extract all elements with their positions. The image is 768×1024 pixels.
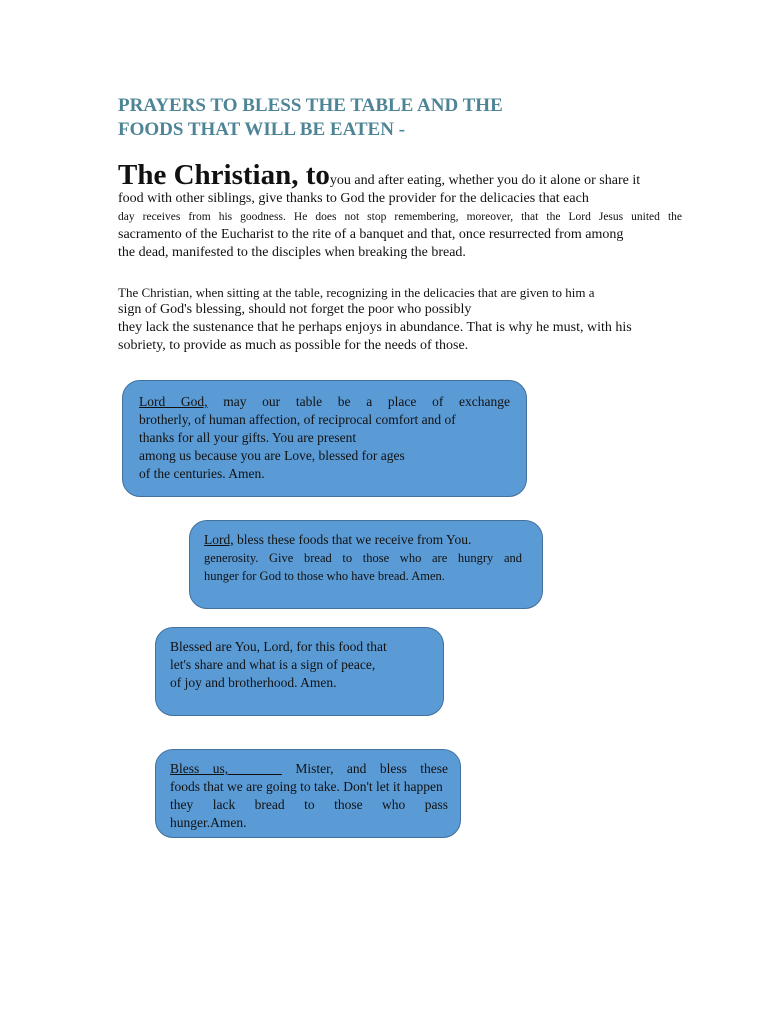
prayer-1-underlined: Lord God, xyxy=(139,394,208,409)
prayer-1-line-2: brotherly, of human affection, of reciprocal comfort and of xyxy=(139,412,456,427)
title-line-2: FOODS THAT WILL BE EATEN - xyxy=(118,119,406,140)
page-title xyxy=(118,94,503,142)
prayer-2-line-1 xyxy=(204,531,522,549)
second-line-4: sobriety, to provide as much as possible for the needs of those. xyxy=(118,338,469,353)
prayer-2-line-2: generosity. Give bread to those who are hungry and xyxy=(204,551,522,565)
prayer-1-line-5: of the centuries. Amen. xyxy=(139,466,265,481)
prayer-3-line-1: Blessed are You, Lord, for this food that xyxy=(170,639,387,654)
prayer-2-underlined: Lord, xyxy=(204,532,234,547)
prayer-4-line-3: they lack bread to those who pass xyxy=(170,797,448,812)
intro-paragraph xyxy=(118,160,682,262)
intro-line-5: the dead, manifested to the disciples when breaking the bread. xyxy=(118,245,466,260)
prayer-box-4 xyxy=(155,749,461,838)
second-paragraph xyxy=(118,284,682,355)
intro-line-4: sacramento of the Eucharist to the rite of a banquet and that, once resurrected from among xyxy=(118,227,624,242)
prayer-3-line-2: let's share and what is a sign of peace, xyxy=(170,657,376,672)
prayer-box-3 xyxy=(155,627,444,716)
prayer-4-line-2: foods that we are going to take. Don't let it happen xyxy=(170,779,443,794)
prayer-3-line-3: of joy and brotherhood. Amen. xyxy=(170,675,337,690)
intro-line-1 xyxy=(118,160,682,190)
intro-line-3: day receives from his goodness. He does not stop remembering, moreover, that the Lord Jesus united the xyxy=(118,211,682,223)
prayer-box-2 xyxy=(189,520,543,609)
intro-line-1-rest: you and after eating, whether you do it alone or share it xyxy=(329,173,641,188)
intro-lead: The Christian, to xyxy=(118,159,330,191)
prayer-1-line-3: thanks for all your gifts. You are present xyxy=(139,430,357,445)
prayer-2-line-1-rest: bless these foods that we receive from You. xyxy=(233,532,472,547)
second-line-1: The Christian, when sitting at the table, recognizing in the delicacies that are given to him a xyxy=(118,285,595,300)
second-line-3: they lack the sustenance that he perhaps enjoys in abundance. That is why he must, with his xyxy=(118,320,632,335)
prayer-1-line-1-rest: may our table be a place of exchange xyxy=(207,394,510,409)
prayer-1-line-4: among us because you are Love, blessed for ages xyxy=(139,448,405,463)
prayer-4-line-1-rest: Mister, and bless these xyxy=(295,761,449,776)
prayer-box-1 xyxy=(122,380,527,497)
prayer-4-line-1 xyxy=(170,760,448,778)
prayer-4-underlined: Bless us, xyxy=(170,761,229,776)
intro-line-2: food with other siblings, give thanks to God the provider for the delicacies that each xyxy=(118,191,589,206)
prayer-2-line-3: hunger for God to those who have bread. Amen. xyxy=(204,569,445,583)
prayer-1-line-1 xyxy=(139,393,510,411)
second-line-2: sign of God's blessing, should not forget the poor who possibly xyxy=(118,302,472,317)
title-line-1: PRAYERS TO BLESS THE TABLE AND THE xyxy=(118,95,503,116)
prayer-4-line-4: hunger.Amen. xyxy=(170,815,247,830)
